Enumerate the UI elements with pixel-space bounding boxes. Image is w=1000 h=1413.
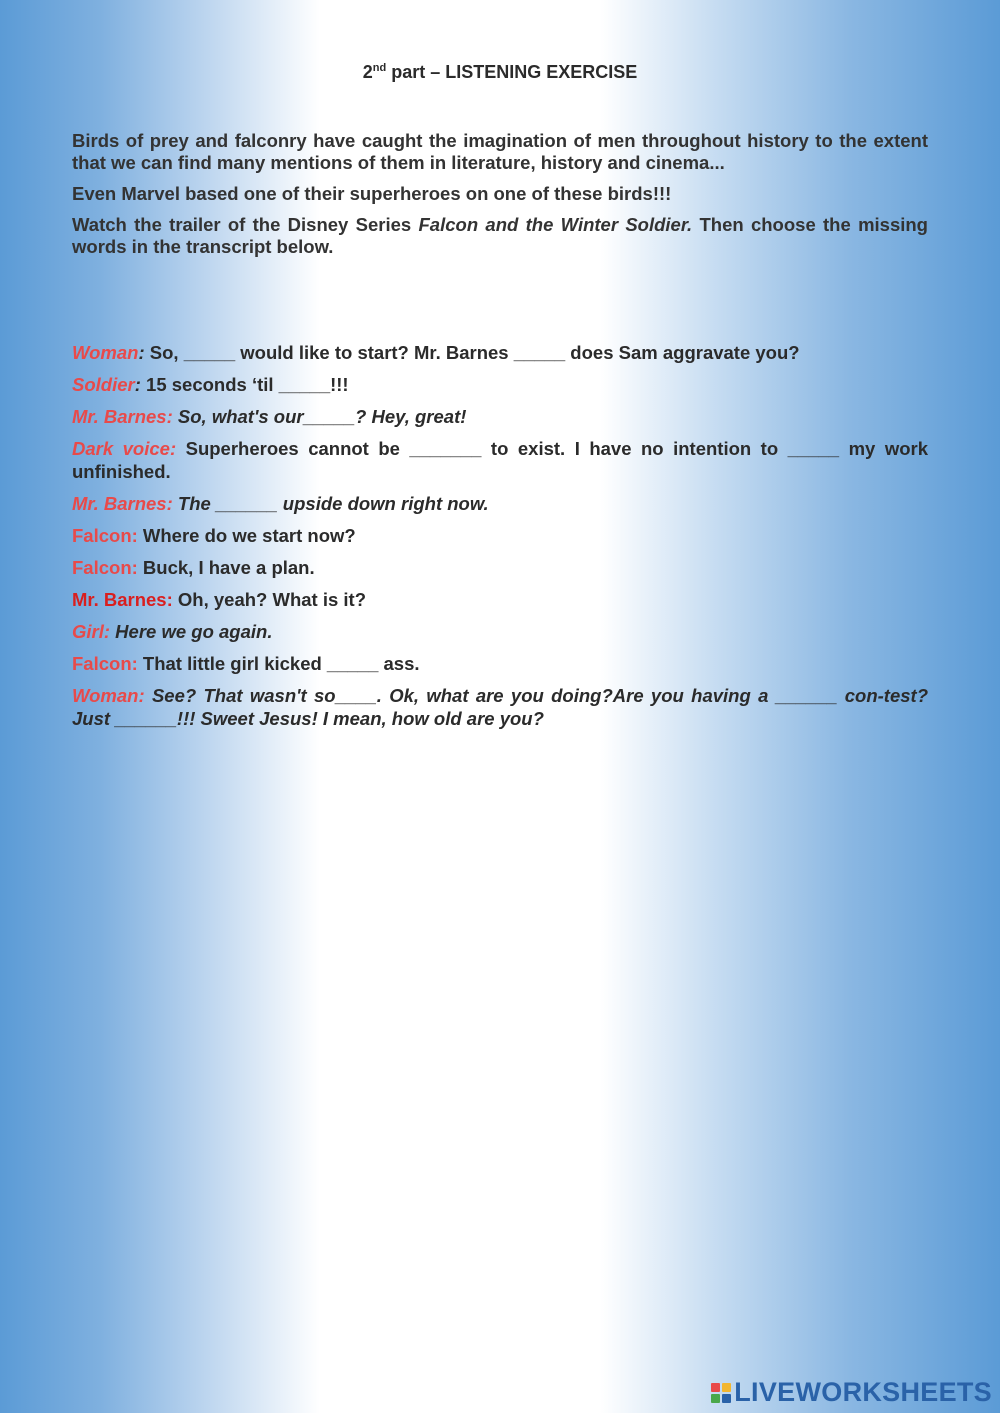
transcript-line xyxy=(72,620,928,643)
liveworksheets-logo xyxy=(711,1377,992,1408)
line-text[interactable]: Superheroes cannot be _______ to exist. I have no intention to _____ my work unfinished. xyxy=(72,438,928,482)
intro-paragraph-1: Birds of prey and falconry have caught the imagination of men throughout history to the extent that we can find many mentions of them in literature, history and cinema... xyxy=(72,130,928,173)
line-text[interactable]: That little girl kicked _____ ass. xyxy=(137,653,420,674)
title-number: 2 xyxy=(362,62,373,82)
speaker-label: Mr. Barnes: xyxy=(72,406,173,427)
series-title: Falcon and the Winter Soldier. xyxy=(418,214,693,235)
intro-section xyxy=(72,130,928,267)
line-text: Oh, yeah? What is it? xyxy=(172,589,367,610)
speaker-label: Falcon: xyxy=(72,525,138,546)
speaker-label: Falcon: xyxy=(72,653,138,674)
speaker-label: Falcon: xyxy=(72,557,138,578)
line-text[interactable]: See? That wasn't so____. Ok, what are you doing?Are you having a ______ con-test? Just ______!!! Sweet Jesus! I mean, how old are you? xyxy=(72,685,928,729)
logo-square-icon xyxy=(711,1394,720,1403)
line-text[interactable]: So, what's our_____? Hey, great! xyxy=(172,406,467,427)
title-superscript: nd xyxy=(372,62,387,74)
transcript-line xyxy=(72,437,928,483)
page-title xyxy=(72,62,928,83)
line-text: Here we go again. xyxy=(110,621,273,642)
logo-square-icon xyxy=(722,1394,731,1403)
line-text[interactable]: 15 seconds ‘til _____!!! xyxy=(140,374,349,395)
speaker-colon: : xyxy=(134,374,141,395)
speaker-label: Girl: xyxy=(72,621,111,642)
speaker-label: Mr. Barnes: xyxy=(72,493,173,514)
intro-p3-after: Then choose the missing words in the transcript below. xyxy=(72,214,928,257)
transcript-line xyxy=(72,588,928,611)
speaker-label: Mr. Barnes: xyxy=(72,589,173,610)
line-text: Where do we start now? xyxy=(137,525,356,546)
intro-p3-before: Watch the trailer of the Disney Series xyxy=(72,214,419,235)
transcript-line xyxy=(72,684,928,730)
transcript-line xyxy=(72,652,928,675)
line-text: Buck, I have a plan. xyxy=(137,557,315,578)
transcript-line xyxy=(72,524,928,547)
intro-paragraph-3 xyxy=(72,214,928,258)
speaker-label: Woman: xyxy=(72,685,145,706)
speaker-colon: : xyxy=(138,342,145,363)
speaker-label: Woman xyxy=(72,342,139,363)
speaker-label: Dark voice: xyxy=(72,438,177,459)
line-text[interactable]: So, _____ would like to start? Mr. Barnes _____ does Sam aggravate you? xyxy=(144,342,800,363)
speaker-label: Soldier xyxy=(72,374,135,395)
transcript-line xyxy=(72,373,928,396)
logo-text: LIVEWORKSHEETS xyxy=(734,1377,992,1407)
transcript-line xyxy=(72,405,928,428)
intro-paragraph-2: Even Marvel based one of their superheroes on one of these birds!!! xyxy=(72,183,672,204)
transcript-line xyxy=(72,492,928,515)
title-text: part – LISTENING EXERCISE xyxy=(386,62,638,82)
logo-square-icon xyxy=(711,1383,720,1392)
line-text[interactable]: The ______ upside down right now. xyxy=(172,493,489,514)
transcript-line xyxy=(72,341,928,364)
transcript-line xyxy=(72,556,928,579)
transcript xyxy=(72,341,928,739)
logo-grid-icon xyxy=(711,1383,731,1403)
logo-square-icon xyxy=(722,1383,731,1392)
